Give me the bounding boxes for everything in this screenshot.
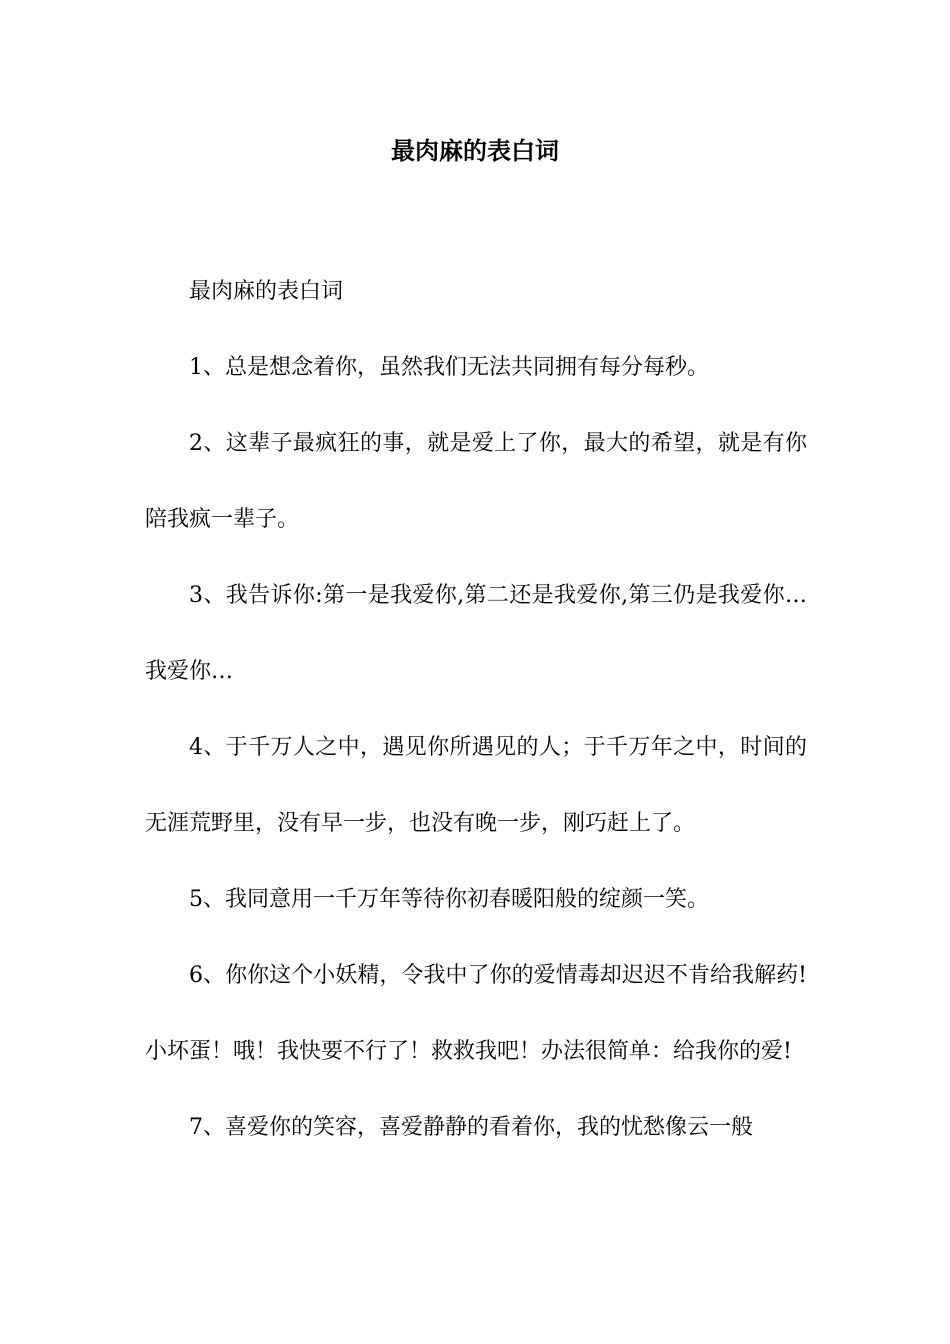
paragraph-item-6: 6、你你这个小妖精，令我中了你的爱情毒却迟迟不肯给我解药!小坏蛋！哦！我快要不行了！救救我吧！办法很简单：给我你的爱! [145, 963, 807, 1064]
paragraph-subtitle: 最肉麻的表白词 [189, 279, 344, 304]
document-title: 最肉麻的表白词 [391, 137, 559, 165]
paragraph-item-1: 1、总是想念着你，虽然我们无法共同拥有每分每秒。 [189, 355, 709, 380]
paragraph-item-4: 4、于千万人之中，遇见你所遇见的人；于千万年之中，时间的无涯荒野里，没有早一步，也没有晚一步，刚巧赶上了。 [145, 735, 807, 836]
paragraph-item-7: 7、喜爱你的笑容，喜爱静静的看着你，我的忧愁像云一般 [189, 1115, 753, 1140]
paragraph-item-3: 3、我告诉你:第一是我爱你,第二还是我爱你,第三仍是我爱你…我爱你… [145, 583, 807, 684]
paragraph-item-2: 2、这辈子最疯狂的事，就是爱上了你，最大的希望，就是有你陪我疯一辈子。 [145, 431, 807, 532]
paragraph-item-5: 5、我同意用一千万年等待你初春暖阳般的绽颜一笑。 [189, 887, 709, 912]
document-body [145, 254, 807, 1166]
